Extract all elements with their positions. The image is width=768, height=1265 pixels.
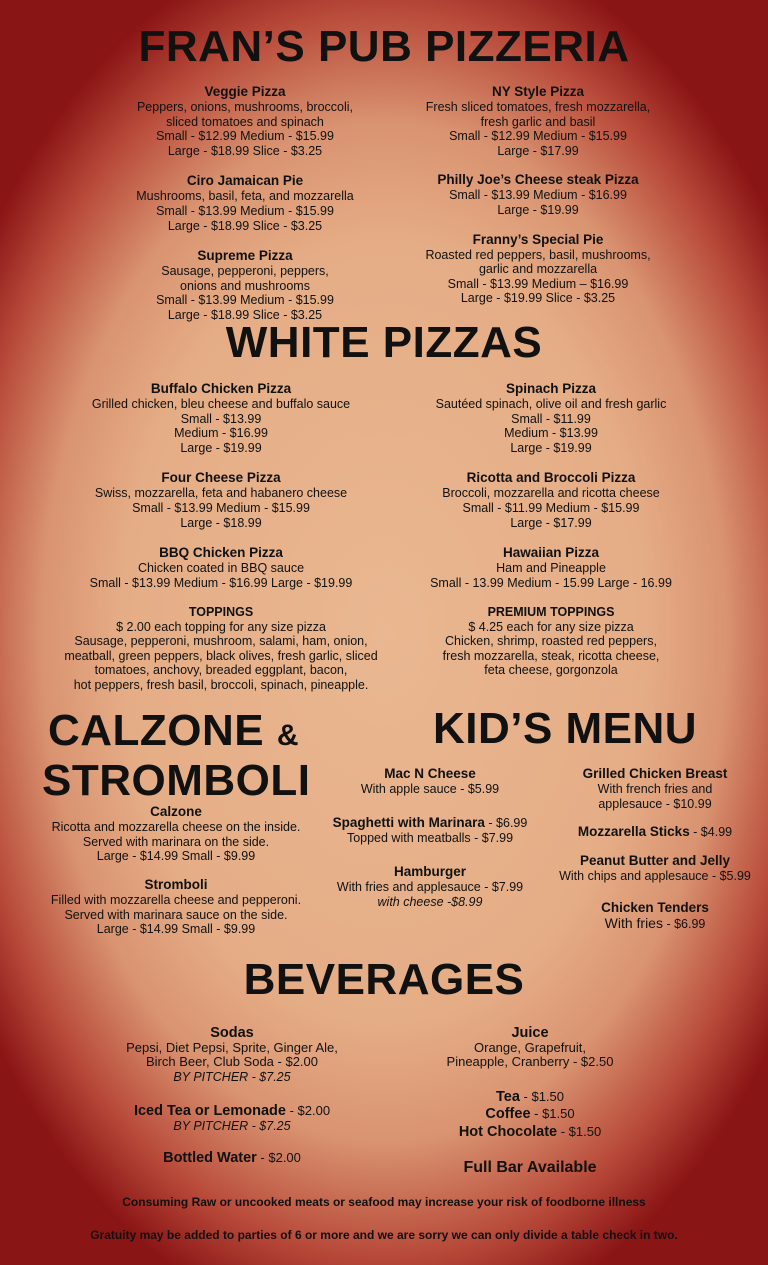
item-name: Tea <box>495 1089 520 1105</box>
item-desc: BY PITCHER - $7.25 <box>173 1069 291 1084</box>
item-desc: Peppers, onions, mushrooms, broccoli, <box>136 100 354 114</box>
item-desc: Served with marinara sauce on the side. <box>64 907 288 922</box>
menu-item <box>90 84 400 158</box>
item-price: - $1.50 <box>557 1124 602 1139</box>
white-column-right <box>396 381 706 590</box>
menu-item <box>66 470 376 530</box>
item-name: Veggie Pizza <box>204 84 286 99</box>
block-line: fresh mozzarella, steak, ricotta cheese, <box>442 648 660 663</box>
item-desc: applesauce - $10.99 <box>598 796 712 811</box>
item-desc: Pineapple, Cranberry - $2.50 <box>446 1054 614 1070</box>
item-desc: Large - $14.99 Small - $9.99 <box>96 922 256 937</box>
item-price: Small - $13.99 Medium – $16.99 <box>447 276 629 291</box>
item-desc: With fries <box>604 915 663 931</box>
item-price: Large - $18.99 <box>180 515 262 530</box>
item-price: Small - 13.99 Medium - 15.99 Large - 16.99 <box>430 575 672 590</box>
item-price: Medium - $13.99 <box>504 426 598 441</box>
item-name: Chicken Tenders <box>601 900 709 915</box>
item-price: Small - $13.99 Medium - $15.99 <box>132 500 310 515</box>
kids-tenders <box>545 900 765 932</box>
item-price: Small - $11.99 <box>511 411 591 426</box>
item-price: - $2.00 <box>285 1103 331 1118</box>
item-desc: sliced tomatoes and spinach <box>166 114 324 129</box>
page-title: FRAN’S PUB PIZZERIA <box>138 22 630 71</box>
kids-hamburger <box>320 864 540 909</box>
item-desc: Chicken coated in BBQ sauce <box>137 561 305 576</box>
item-price: Large - $19.99 Slice - $3.25 <box>460 291 616 306</box>
item-name: Buffalo Chicken Pizza <box>150 381 292 396</box>
menu-item <box>383 84 693 158</box>
item-name: Ricotta and Broccoli Pizza <box>466 470 636 486</box>
block-line: feta cheese, gorgonzola <box>484 663 618 678</box>
item-price: - $6.99 <box>484 816 528 830</box>
item-desc: Sautéed spinach, olive oil and fresh garlic <box>435 397 667 411</box>
stromboli-title: STROMBOLI <box>42 756 311 805</box>
item-price: - $4.99 <box>689 825 733 839</box>
item-price: - $6.99 <box>662 917 706 931</box>
item-name: Juice <box>511 1025 549 1041</box>
kids-grilled-chicken <box>545 766 765 811</box>
item-price: Small - $13.99 <box>180 411 262 426</box>
pizza-column-left <box>90 84 400 323</box>
item-price: Large - $17.99 <box>497 143 579 158</box>
item-desc: garlic and mozzarella <box>478 262 598 277</box>
item-name: Spaghetti with Marinara <box>332 815 485 830</box>
menu-item <box>90 173 400 233</box>
item-price: Small - $13.99 Medium - $16.99 <box>449 188 627 203</box>
item-name: Franny’s Special Pie <box>472 231 604 247</box>
item-desc: Large - $14.99 Small - $9.99 <box>96 849 256 864</box>
item-price: Large - $19.99 <box>180 440 262 455</box>
menu-item <box>90 248 400 322</box>
item-name: Sodas <box>210 1025 254 1041</box>
item-name: Mozzarella Sticks <box>577 824 690 839</box>
item-price: Small - $12.99 Medium - $15.99 <box>156 129 334 144</box>
item-name: Hamburger <box>393 864 466 879</box>
bev-sodas <box>82 1026 382 1084</box>
item-desc: with cheese -$8.99 <box>377 894 483 909</box>
beverages-title: BEVERAGES <box>243 955 525 1004</box>
menu-item <box>396 381 706 455</box>
item-desc: Roasted red peppers, basil, mushrooms, <box>425 247 651 262</box>
stromboli-item <box>36 877 316 937</box>
calzone-item <box>36 804 316 864</box>
menu-item <box>66 381 376 455</box>
white-pizzas-title: WHITE PIZZAS <box>225 318 543 367</box>
menu-item <box>383 172 693 217</box>
item-price: Large - $18.99 Slice - $3.25 <box>167 143 323 158</box>
item-desc: Mushrooms, basil, feta, and mozzarella <box>136 189 354 204</box>
premium-toppings-block <box>396 605 706 678</box>
item-price: Large - $19.99 <box>497 202 579 217</box>
bev-iced-tea <box>82 1104 382 1133</box>
health-warning: Consuming Raw or uncooked meats or seafood may increase your risk of foodborne illness <box>122 1195 646 1209</box>
item-price: Medium - $16.99 <box>174 426 268 441</box>
item-name: Mac N Cheese <box>384 766 476 781</box>
item-desc: Swiss, mozzarella, feta and habanero cheese <box>94 486 348 501</box>
toppings-block <box>56 605 386 693</box>
item-desc: Served with marinara on the side. <box>82 834 270 849</box>
bev-juice <box>380 1026 680 1070</box>
item-name: BBQ Chicken Pizza <box>159 545 283 561</box>
item-name: Grilled Chicken Breast <box>582 766 728 781</box>
block-line: $ 4.25 each for any size pizza <box>468 619 634 634</box>
bev-water <box>82 1151 382 1166</box>
item-desc: Sausage, pepperoni, peppers, <box>161 264 329 279</box>
item-desc: With apple sauce - $5.99 <box>360 782 500 796</box>
item-desc: With french fries and <box>597 782 713 796</box>
item-name: Supreme Pizza <box>197 248 293 264</box>
item-price: Small - $13.99 Medium - $16.99 Large - $19.99 <box>89 575 353 590</box>
item-desc: Fresh sliced tomatoes, fresh mozzarella, <box>425 100 651 114</box>
white-column-left <box>66 381 376 590</box>
kids-spaghetti <box>310 815 550 846</box>
block-title: TOPPINGS <box>188 605 254 619</box>
item-desc: With fries and applesauce - $7.99 <box>336 880 524 894</box>
kids-pbj <box>545 853 765 884</box>
bev-tea <box>380 1090 680 1105</box>
item-name: Four Cheese Pizza <box>161 470 281 486</box>
kids-menu-title: KID’S MENU <box>432 704 698 753</box>
item-name: Coffee <box>485 1106 531 1122</box>
item-desc: fresh garlic and basil <box>480 114 596 129</box>
kids-mozzarella <box>545 824 765 840</box>
menu-item <box>396 470 706 530</box>
item-name: Philly Joe’s Cheese steak Pizza <box>437 172 639 188</box>
item-name: Bottled Water <box>163 1150 257 1166</box>
item-name: Ciro Jamaican Pie <box>186 173 304 189</box>
block-title: PREMIUM TOPPINGS <box>487 605 615 619</box>
full-bar-note: Full Bar Available <box>463 1159 597 1176</box>
item-price: - $1.50 <box>519 1089 564 1104</box>
bev-hot-chocolate <box>380 1125 680 1140</box>
item-price: Large - $18.99 Slice - $3.25 <box>167 218 323 233</box>
item-price: Small - $11.99 Medium - $15.99 <box>462 500 640 515</box>
item-price: - $2.00 <box>256 1150 301 1165</box>
item-name: Peanut Butter and Jelly <box>579 853 731 868</box>
kids-mac <box>320 766 540 797</box>
item-name: Calzone <box>150 804 202 819</box>
item-desc: Ricotta and mozzarella cheese on the inside. <box>51 820 301 834</box>
item-price: Large - $17.99 <box>510 515 592 530</box>
gratuity-note: Gratuity may be added to parties of 6 or more and we are sorry we can only divide a table check in two. <box>90 1228 678 1242</box>
item-price: Large - $19.99 <box>510 440 592 455</box>
item-desc: Birch Beer, Club Soda - $2.00 <box>146 1054 318 1070</box>
menu-item <box>396 545 706 590</box>
item-desc: BY PITCHER - $7.25 <box>173 1118 291 1133</box>
item-name: Iced Tea or Lemonade <box>133 1103 286 1119</box>
item-desc: With chips and applesauce - $5.99 <box>559 869 751 883</box>
item-desc: Grilled chicken, bleu cheese and buffalo sauce <box>91 397 351 411</box>
block-line: tomatoes, anchovy, breaded eggplant, bacon, <box>94 663 348 678</box>
item-price: Small - $13.99 Medium - $15.99 <box>156 203 334 218</box>
item-name: NY Style Pizza <box>491 84 585 99</box>
calzone-title: CALZONE & <box>48 706 300 755</box>
item-price: - $1.50 <box>530 1106 575 1121</box>
block-line: Sausage, pepperoni, mushroom, salami, ham, onion, <box>74 634 368 649</box>
item-desc: Broccoli, mozzarella and ricotta cheese <box>442 486 660 501</box>
item-name: Hot Chocolate <box>458 1124 558 1140</box>
item-name: Hawaiian Pizza <box>502 545 600 561</box>
block-line: Chicken, shrimp, roasted red peppers, <box>445 634 657 649</box>
bev-coffee <box>380 1107 680 1122</box>
item-name: Stromboli <box>144 877 208 892</box>
item-price: Large - $18.99 Slice - $3.25 <box>167 307 323 322</box>
item-desc: Topped with meatballs - $7.99 <box>346 831 514 845</box>
pizza-column-right <box>383 84 693 306</box>
item-desc: Ham and Pineapple <box>496 561 606 576</box>
item-desc: Pepsi, Diet Pepsi, Sprite, Ginger Ale, <box>126 1039 338 1055</box>
item-price: Small - $12.99 Medium - $15.99 <box>449 129 627 144</box>
item-price: Small - $13.99 Medium - $15.99 <box>156 293 334 308</box>
item-name: Spinach Pizza <box>505 381 597 396</box>
item-desc: onions and mushrooms <box>180 278 310 293</box>
block-line: $ 2.00 each topping for any size pizza <box>116 619 326 634</box>
block-line: hot peppers, fresh basil, broccoli, spinach, pineapple. <box>73 677 369 692</box>
menu-item <box>383 232 693 306</box>
menu-item <box>66 545 376 590</box>
item-desc: Filled with mozzarella cheese and pepperoni. <box>50 893 302 907</box>
item-desc: Orange, Grapefruit, <box>474 1039 586 1055</box>
block-line: meatball, green peppers, black olives, fresh garlic, sliced <box>64 648 378 663</box>
